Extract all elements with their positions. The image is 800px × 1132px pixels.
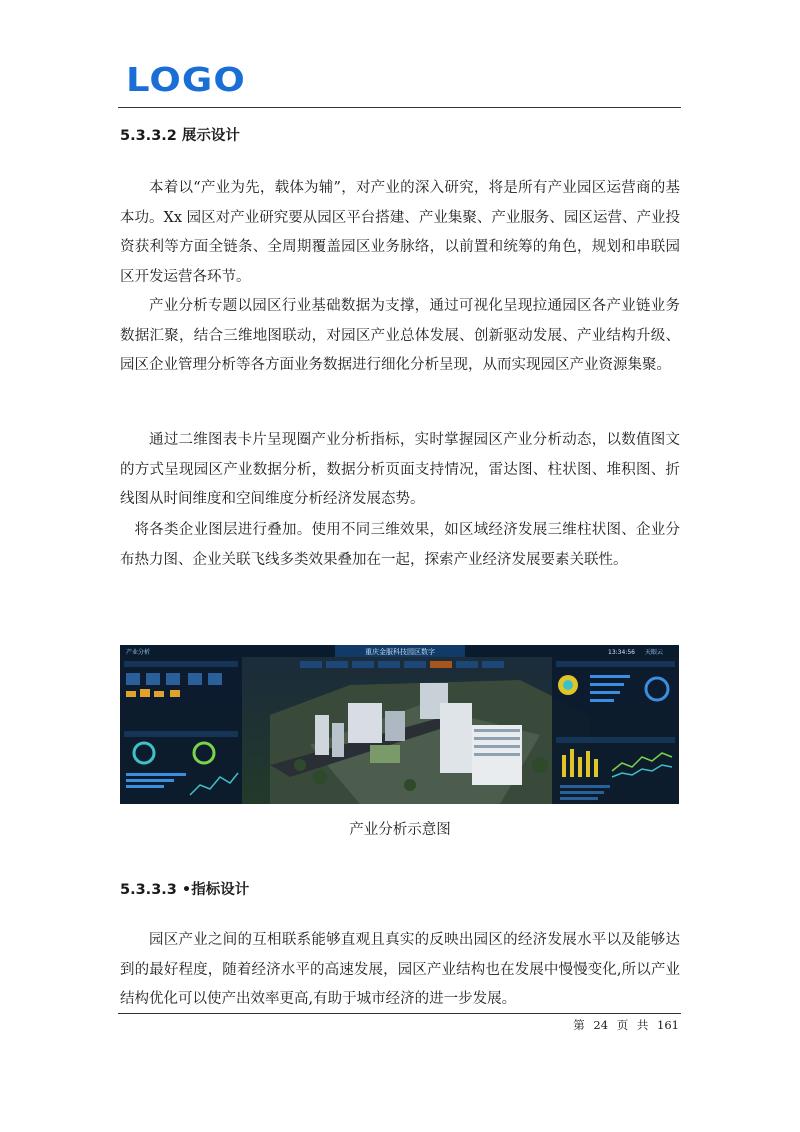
dashboard-screenshot: [120, 645, 679, 804]
figure-caption: 产业分析示意图: [349, 822, 451, 838]
dashboard-title: 重庆金服科技园区数字: [365, 648, 435, 656]
paragraph-3: 通过二维图表卡片呈现圈产业分析指标，实时掌握园区产业分析动态，以数值图文的方式呈现园区产业数据分析，数据分析页面支持情况，雷达图、柱状图、堆积图、折线图从时间维度和空间维度分析经济发展态势。: [120, 432, 680, 507]
section-heading-display-design: 5.3.3.2 展示设计: [120, 128, 240, 144]
paragraph-5: 园区产业之间的互相联系能够直观且真实的反映出园区的经济发展水平以及能够达到的最好程度，随着经济水平的高速发展，园区产业结构也在发展中慢慢变化,所以产业结构优化可以使产出效率更高,有助于城市经济的进一步发展。: [120, 932, 680, 1007]
paragraph-2: 产业分析专题以园区行业基础数据为支撑，通过可视化呈现拉通园区各产业链业务数据汇聚，结合三维地图联动，对园区产业总体发展、创新驱动发展、产业结构升级、园区企业管理分析等各方面业务数据进行细化分析呈现，从而实现园区产业资源集聚。: [120, 298, 680, 373]
logo: LOGO: [126, 60, 246, 99]
dashboard-left-title: 产业分析: [126, 649, 151, 656]
paragraph-1: 本着以“产业为先，载体为辅”，对产业的深入研究，将是所有产业园区运营商的基本功。Xx 园区对产业研究要从园区平台搭建、产业集聚、产业服务、园区运营、产业投资获利等方面全链条、全周期覆盖园区业务脉络，以前置和统筹的角色，规划和串联园区开发运营各环节。: [120, 180, 680, 285]
paragraph-4: 将各类企业图层进行叠加。使用不同三维效果，如区域经济发展三维柱状图、企业分布热力图、企业关联飞线多类效果叠加在一起，探索产业经济发展要素关联性。: [120, 522, 680, 568]
dashboard-brand: 天眼云: [645, 649, 664, 656]
section-heading-indicator-design: 5.3.3.3 •指标设计: [120, 882, 250, 898]
dashboard-illustration: [120, 645, 679, 804]
dashboard-time: 13:34:56: [608, 649, 635, 656]
footer-divider: [118, 1013, 681, 1014]
page-number: 第 24 页 共 161: [573, 1018, 679, 1032]
header-divider: [118, 107, 681, 108]
